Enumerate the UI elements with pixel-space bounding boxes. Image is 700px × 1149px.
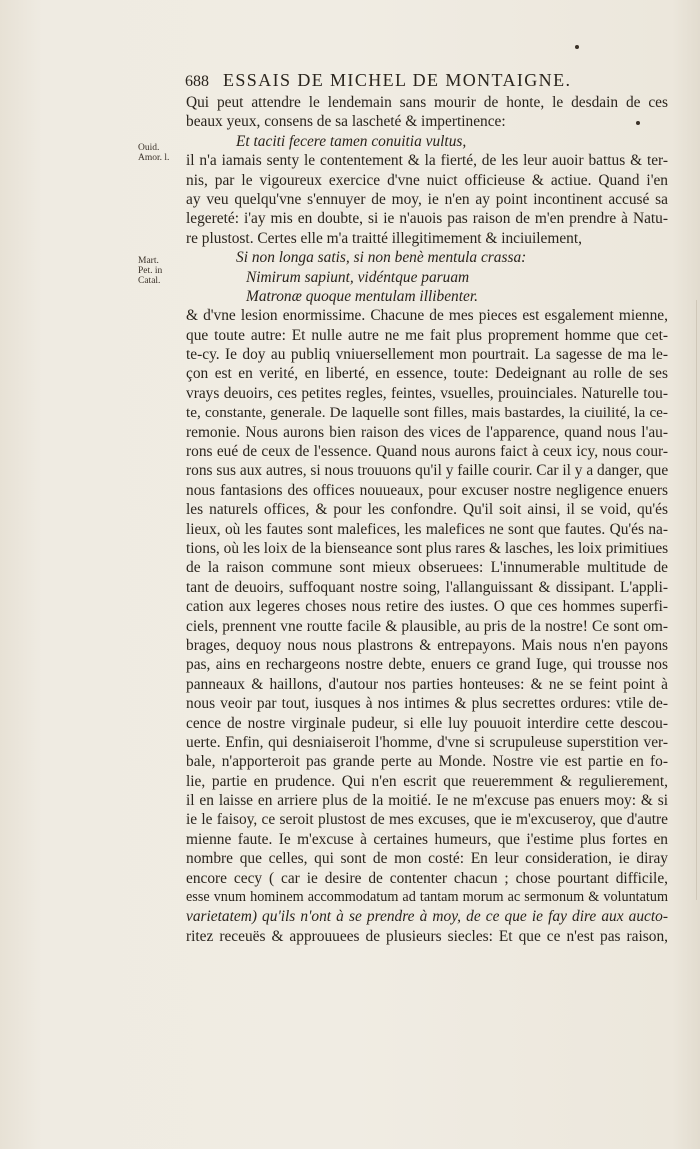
margin-note-martial: [138, 256, 162, 286]
text-line: çon est en verité, en liberté, en essence, toute: Dedeignant au rolle de ses: [186, 365, 668, 383]
text-line: esse vnum hominem accommodatum ad tantam morum ac sermonum & voluntatum: [186, 889, 668, 906]
text-line: [186, 946, 668, 965]
text-line: te, constante, generale. De laquelle sont filles, mais bastardes, la ciuilité, la ce-: [186, 404, 668, 422]
text-line: ciels, prennent vne routte facile & plausible, au pris de la nostre! Ce sont om-: [186, 617, 668, 635]
text-line: nis, par le vigoureux exercice d'vne nuict officieuse & actiue. Quand i'en: [186, 171, 668, 189]
margin-note-line: Catal.: [138, 276, 161, 286]
running-header: [185, 70, 625, 91]
text-line: varietatem) qu'ils n'ont à se prendre à moy, de ce que ie fay dire aux aucto-: [186, 908, 668, 926]
margin-note-ovid: [138, 143, 169, 163]
text-line: cence de nostre virginale pudeur, si elle luy pouuoit interdire cette descou-: [186, 714, 668, 732]
text-line: ritez receuës & approuuees de plusieurs siecles: Et que ce n'est pas raison,: [186, 927, 668, 945]
page-number: 688: [185, 73, 209, 90]
ink-speck: [575, 45, 579, 49]
text-line: il n'a iamais senty le contentement & la fierté, de les leur auoir battus & ter-: [186, 152, 668, 170]
text-line: & d'vne lesion enormissime. Chacune de mes pieces est esgalement mienne,: [186, 307, 668, 325]
text-line: panneaux & haillons, d'autour nos parties honteuses: & ne se feint point à: [186, 675, 668, 693]
text-line: pas, ains en rechargeons nostre debte, enuers ce grand Iuge, qui trousse nos: [186, 656, 668, 674]
text-line: remonie. Nous aurons bien raison des vices de l'apparence, quand nous l'au-: [186, 423, 668, 441]
margin-note-line: Mart.: [138, 256, 159, 266]
text-line: de la raison commune sont mieux obseruees: L'innumerable multitude de: [186, 559, 668, 577]
text-line: tant de deuoirs, suffoquant nostre soing, l'allanguissant & dissipant. L'appli-: [186, 578, 668, 596]
text-line: uerte. Enfin, qui desniaiseroit l'homme, d'vne si scrupuleuse superstition ver-: [186, 733, 668, 751]
body-text: [186, 93, 668, 966]
verse-line: Matronæ quoque mentulam illibenter.: [246, 287, 478, 305]
text-line: mienne faute. Ie m'excuse à certaines humeurs, que i'estime plus fortes en: [186, 830, 668, 848]
text-line: nous veoir par tout, iusques à nos intimes & plus secrettes ordures: vtile de-: [186, 695, 668, 713]
verse-line: Si non longa satis, si non benè mentula crassa:: [236, 249, 527, 267]
text-line: les naturels offices, & pour les confondre. Qu'il soit ainsi, il se void, qu'és: [186, 501, 668, 519]
text-line: rons eué de ceux de l'essence. Quand nous aurons faict à ceux icy, nous cour-: [186, 443, 668, 461]
verse-line: Et taciti fecere tamen conuitia vultus,: [236, 132, 467, 150]
text-line: brages, dequoy nous nous plastrons & entrepayons. Mais nous n'en payons: [186, 636, 668, 654]
text-line: que toute autre: Et nulle autre ne me fait plus proprement homme que cet-: [186, 326, 668, 344]
text-line: cation aux legeres choses nous retire des iustes. O que ces hommes superfi-: [186, 598, 668, 616]
text-line: lie, partie en prudence. Qui n'en escrit que reueremment & regulierement,: [186, 772, 668, 790]
text-line: re plustost. Certes elle m'a traitté illegitimement & inciuilement,: [186, 229, 582, 247]
page-edge-shadow: [696, 300, 697, 900]
text-line: lieux, où les fautes sont malefices, les malefices ne sont que fautes. Qu'és na-: [186, 520, 668, 538]
text-line: encore cecy ( car ie desire de contenter chacun ; chose pourtant difficile,: [186, 869, 668, 887]
text-line: vrays deuoirs, ces petites regles, feintes, vsuelles, prouinciales. Naturelle tou-: [186, 384, 668, 402]
text-line: beaux yeux, consens de sa lascheté & impertinence:: [186, 113, 506, 131]
text-line: Qui peut attendre le lendemain sans mourir de honte, le desdain de ces: [186, 94, 668, 111]
verse-line: Nimirum sapiunt, vidéntque paruam: [246, 268, 470, 286]
margin-note-line: Amor. l.: [138, 153, 170, 163]
running-title: ESSAIS DE MICHEL DE MONTAIGNE.: [223, 70, 572, 90]
text-line: bale, n'apporteroit pas grande perte au Monde. Nostre vie est partie en fo-: [186, 753, 668, 771]
margin-note-line: Ouid.: [138, 143, 160, 153]
text-line: legereté: i'ay mis en doubte, si ie n'auois pas raison de m'en prendre à Natu-: [186, 210, 668, 228]
text-line: nombre que celles, qui sont de mon costé: En leur consideration, ie diray: [186, 850, 668, 868]
text-line: ie le faisoy, ce seroit plustost de mes excuses, que ie m'excuseroy, que d'autre: [186, 811, 668, 829]
text-line: rons sus aux autres, si nous trouuons qu'il y faille courir. Car il y a danger, que: [186, 462, 669, 480]
text-line: tions, où les loix de la bienseance sont plus rares & lasches, les loix primitiues: [186, 539, 669, 557]
text-line: te-cy. Ie doy au publiq vniuersellement mon pourtrait. La sagesse de ma le-: [186, 346, 668, 364]
text-line: ay veu quelqu'vne s'ennuyer de moy, ie n'en ay point incontinent accusé sa: [186, 190, 668, 208]
margin-note-line: Pet. in: [138, 266, 163, 276]
text-line: nous fantasions des offices nouueaux, pour excuser nostre negligence enuers: [186, 481, 668, 499]
text-line: il en laisse en arriere plus de la moitié. Ie ne m'excuse pas enuers moy: & si: [186, 792, 668, 810]
